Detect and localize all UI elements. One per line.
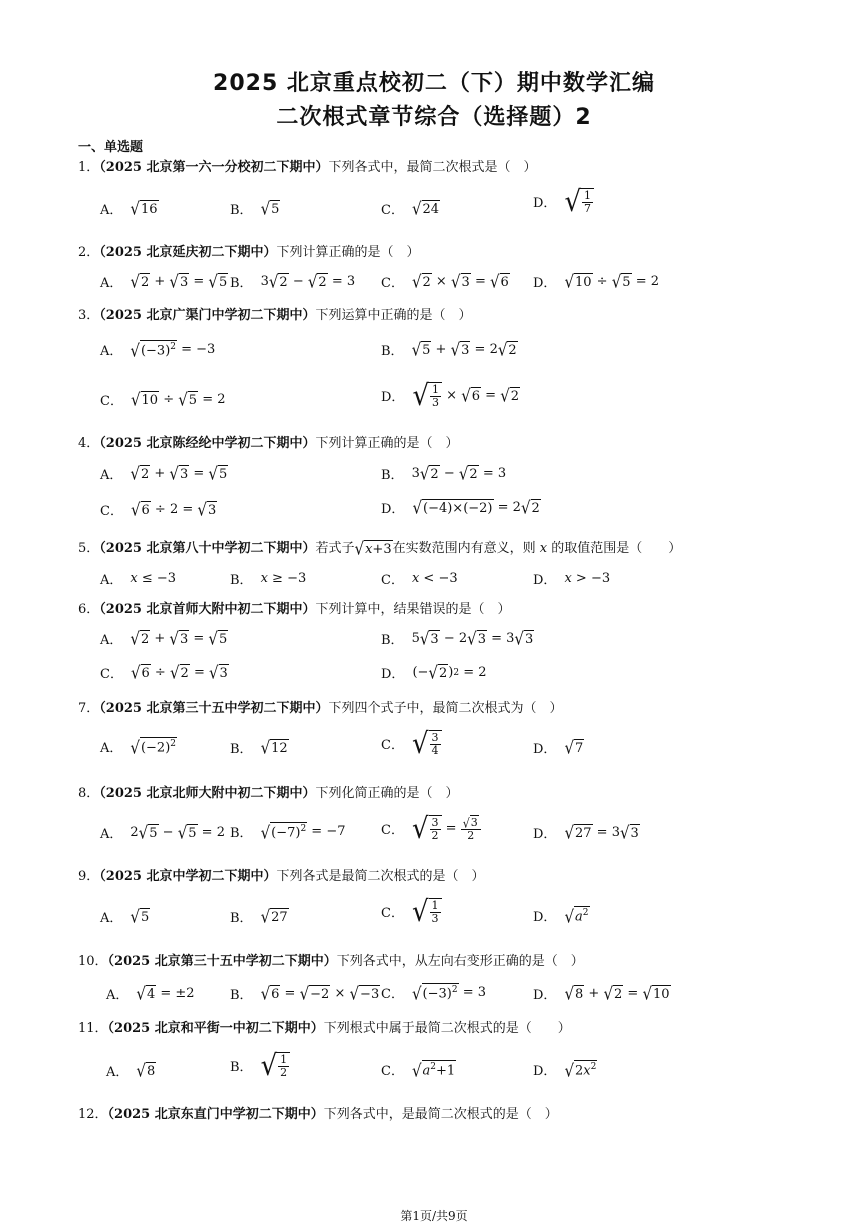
q5-option-b: B． x ≥ −3 — [230, 571, 307, 588]
q1-option-b: B． √ 5 — [230, 198, 280, 220]
q8-option-b: B． √ $(-7)^2$ = −7 — [230, 822, 346, 843]
q1-option-d: D． √ $\frac{1}{7}$ — [533, 188, 594, 215]
question-10: 10．（2025 北京第三十五中学初二下期中）下列各式中，从左向右变形正确的是（ ） — [78, 954, 584, 969]
q7-option-c: C． √ $\frac{3}{4}$ — [381, 730, 442, 757]
question-5: 5．（2025 北京第八十中学初二下期中）若式子 √ x+3 在实数范围内有意义，则 x 的取值范围是（ ） — [78, 538, 682, 560]
q8-option-a: A． 2 √ 5 − √ 5 = 2 — [100, 822, 225, 844]
q6-option-b: B． 5 √ 3 − 2 √ 3 = 3 √ 3 — [381, 628, 534, 650]
q8-option-c: C． √ $\frac{3}{2}$ = √ 3 2 — [381, 815, 481, 842]
q9-option-b: B． √ 27 — [230, 906, 288, 928]
q3-option-c: C． √ 10 ÷ √ 5 = 2 — [100, 389, 226, 411]
question-9: 9．（2025 北京中学初二下期中）下列各式是最简二次根式的是（ ） — [78, 869, 485, 884]
q4-option-b: B． 3 √ 2 − √ 2 = 3 — [381, 463, 507, 485]
q11-option-d: D． √ $2x^2$ — [533, 1060, 597, 1081]
q6-option-a: A． √ 2 + √ 3 = √ 5 — [100, 628, 228, 650]
q11-option-c: C． √ $a^2+1$ — [381, 1060, 456, 1081]
q3-option-d: D． √ $\frac{1}{3}$ × √ 6 = √ 2 — [381, 379, 520, 413]
question-3: 3．（2025 北京广渠门中学初二下期中）下列运算中正确的是（ ） — [78, 308, 472, 323]
question-11: 11．（2025 北京和平街一中初二下期中）下列根式中属于最简二次根式的是（ ） — [78, 1021, 571, 1036]
q5-option-d: D． x > −3 — [533, 571, 611, 588]
question-1: 1．（2025 北京第一六一分校初二下期中）下列各式中，最简二次根式是（ ） — [78, 160, 537, 175]
question-2: 2．（2025 北京延庆初二下期中）下列计算正确的是（ ） — [78, 245, 420, 260]
q10-option-c: C． √ $(-3)^2$ = 3 — [381, 983, 486, 1004]
q1-option-c: C． √ 24 — [381, 198, 440, 220]
q2-option-c: C． √ 2 × √ 3 = √ 6 — [381, 271, 509, 293]
q11-option-a: A． √ 8 — [106, 1060, 156, 1082]
question-7: 7．（2025 北京第三十五中学初二下期中）下列四个式子中，最简二次根式为（ ） — [78, 701, 563, 716]
q4-option-d: D． √ (−4)×(−2) = 2 √ 2 — [381, 497, 540, 519]
q9-option-d: D． √ $a^2$ — [533, 906, 589, 927]
page-subtitle: 二次根式章节综合（选择题）2 — [276, 105, 592, 130]
q9-option-c: C． √ $\frac{1}{3}$ — [381, 898, 442, 925]
section-heading: 一、单选题 — [78, 140, 144, 155]
q3-option-a: A． √ $(-3)^2$ = −3 — [100, 340, 216, 361]
q1-option-a: A． √ 16 — [100, 198, 158, 220]
q2-option-d: D． √ 10 ÷ √ 5 = 2 — [533, 271, 659, 293]
q5-option-a: A． x ≤ −3 — [100, 571, 177, 588]
q7-option-b: B． √ 12 — [230, 737, 288, 759]
q11-option-b: B． √ $\frac{1}{2}$ — [230, 1052, 290, 1079]
q6-option-c: C． √ 6 ÷ √ 2 = √ 3 — [100, 662, 228, 684]
q4-option-c: C． √ 6 ÷ 2 = √ 3 — [100, 499, 217, 521]
q2-option-b: B． 3 √ 2 − √ 2 = 3 — [230, 271, 356, 293]
q6-option-d: D． (− √ 2 ) 2 = 2 — [381, 662, 487, 684]
q7-option-d: D． √ 7 — [533, 737, 584, 759]
q10-option-b: B． √ 6 = √ −2 × √ −3 — [230, 983, 380, 1005]
q2-option-a: A． √ 2 + √ 3 = √ 5 — [100, 271, 228, 293]
page-title: 2025 北京重点校初二（下）期中数学汇编 — [213, 71, 655, 96]
q9-option-a: A． √ 5 — [100, 906, 150, 928]
question-6: 6．（2025 北京首师大附中初二下期中）下列计算中，结果错误的是（ ） — [78, 602, 511, 617]
q10-option-a: A． √ 4 = ±2 — [106, 983, 195, 1005]
page-footer: 第1页/共9页 — [400, 1209, 468, 1223]
q3-option-b: B． √ 5 + √ 3 = 2 √ 2 — [381, 339, 517, 361]
q4-option-a: A． √ 2 + √ 3 = √ 5 — [100, 463, 228, 485]
question-4: 4．（2025 北京陈经纶中学初二下期中）下列计算正确的是（ ） — [78, 436, 459, 451]
q8-option-d: D． √ 27 = 3 √ 3 — [533, 822, 639, 844]
q10-option-d: D． √ 8 + √ 2 = √ 10 — [533, 983, 670, 1005]
question-12: 12．（2025 北京东直门中学初二下期中）下列各式中，是最简二次根式的是（ ） — [78, 1107, 558, 1122]
q7-option-a: A． √ $(-2)^2$ — [100, 737, 176, 758]
q5-option-c: C． x < −3 — [381, 571, 458, 588]
question-8: 8．（2025 北京北师大附中初二下期中）下列化简正确的是（ ） — [78, 786, 459, 801]
